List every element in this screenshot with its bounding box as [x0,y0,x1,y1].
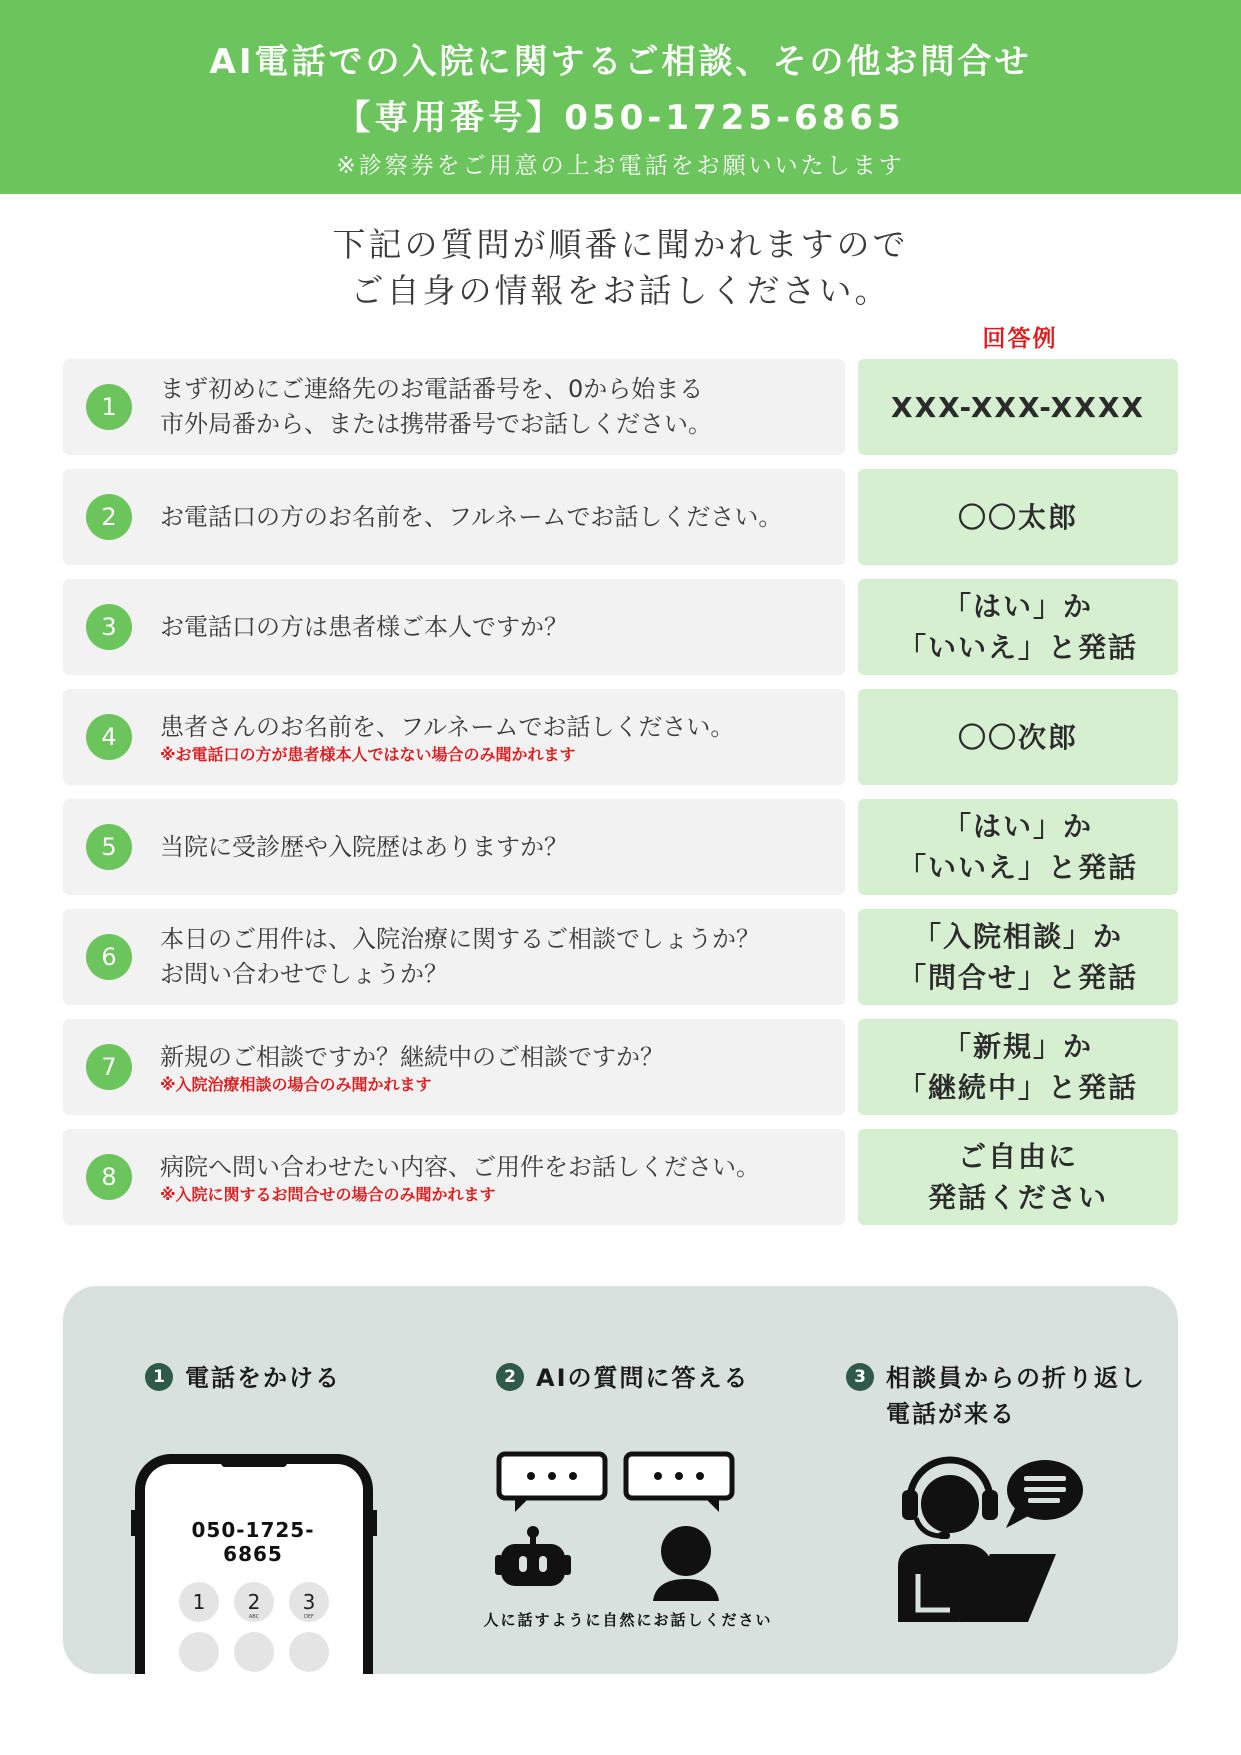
answer-example-label: 回答例 [982,326,1058,352]
intro-line-1: 下記の質問が順番に聞かれますので [332,225,909,264]
question-row [63,1129,845,1225]
header-title: AI電話での入院に関するご相談、その他お問合せ [209,42,1032,82]
question-text: まず初めにご連絡先のお電話番号を、0から始まる 市外局番から、または携帯番号でお話しください。 [160,375,712,438]
question-row [63,359,845,455]
question-number-badge: 6 [86,934,132,980]
question-text: 病院へ問い合わせたい内容、ご用件をお話しください。 [160,1152,760,1181]
answer-example: 「新規」か 「継続中」と発話 [858,1019,1178,1115]
intro-line-2: ご自身の情報をお話しください。 [350,271,891,310]
question-text: お電話口の方のお名前を、フルネームでお話しください。 [160,502,783,531]
question-number-badge: 8 [86,1154,132,1200]
answer-example: 「はい」か 「いいえ」と発話 [858,579,1178,675]
answer-example: 〇〇太郎 [858,469,1178,565]
question-number-badge: 5 [86,824,132,870]
question-number-badge: 3 [86,604,132,650]
step-number-badge: 1 [145,1363,173,1391]
step-title: AIの質問に答える [536,1364,750,1392]
question-text: 本日のご用件は、入院治療に関するご相談でしょうか？ お問い合わせでしょうか？ [160,925,760,988]
answer-example: 「はい」か 「いいえ」と発話 [858,799,1178,895]
answer-example: 「入院相談」か 「問合せ」と発話 [858,909,1178,1005]
question-row [63,1019,845,1115]
step-title: 相談員からの折り返し 電話が来る [886,1364,1146,1428]
question-row [63,689,845,785]
question-row [63,799,845,895]
question-row [63,909,845,1005]
question-note: ※お電話口の方が患者様本人ではない場合のみ聞かれます [160,744,576,764]
question-number-badge: 4 [86,714,132,760]
question-note: ※入院治療相談の場合のみ聞かれます [160,1074,432,1094]
question-row [63,579,845,675]
dial-key-2: 2 [247,1590,261,1614]
steps-panel [63,1286,1178,1674]
question-text: 患者さんのお名前を、フルネームでお話しください。 [160,712,735,741]
operator-callback-icon [898,1454,1098,1624]
step-title: 電話をかける [185,1364,341,1392]
dial-key-3: 3 [302,1590,316,1614]
header-phone-number: 【専用番号】050-1725-6865 [336,98,905,138]
question-text: 新規のご相談ですか？継続中のご相談ですか？ [160,1042,664,1071]
robot-icon [495,1526,571,1586]
answer-example: 〇〇次郎 [858,689,1178,785]
question-text: お電話口の方は患者様ご本人ですか？ [160,612,568,641]
dialed-phone-number: 050-1725-6865 [191,1518,315,1566]
question-text: 当院に受診歴や入院歴はありますか？ [160,832,568,861]
answer-example: ご自由に 発話ください [858,1129,1178,1225]
ai-caption: 人に話すように自然にお話しください [483,1611,773,1629]
answer-example: XXX-XXX-XXXX [858,359,1178,455]
question-row [63,469,845,565]
question-number-badge: 2 [86,494,132,540]
question-note: ※入院に関するお問合せの場合のみ聞かれます [160,1184,496,1204]
intro-text [0,222,1241,314]
ai-conversation-icon [493,1451,753,1611]
chat-bubble-icon [1006,1460,1083,1528]
question-number-badge: 1 [86,384,132,430]
speech-bubble-left-icon [499,1454,605,1512]
dial-key-1: 1 [192,1590,206,1614]
dial-key-3-letters: DEF [304,1614,314,1620]
header-note: ※診察券をご用意の上お電話をお願いいたします [336,153,905,179]
person-icon [653,1526,719,1601]
step-number-badge: 2 [496,1363,524,1391]
dial-key-2-letters: ABC [248,1614,260,1620]
step-number-badge: 3 [846,1363,874,1391]
header-banner [0,0,1241,194]
speech-bubble-right-icon [626,1454,732,1512]
question-number-badge: 7 [86,1044,132,1090]
